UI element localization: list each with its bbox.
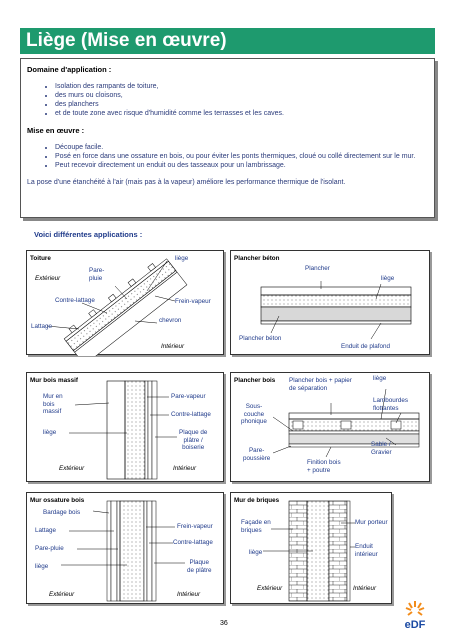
plancher-beton-title: Plancher béton [234, 255, 280, 262]
liege-label: liège [249, 549, 263, 556]
plancher-bois-panel [230, 372, 430, 482]
plancher-bois-title: Plancher bois [234, 377, 276, 384]
toiture-title: Toiture [30, 255, 51, 262]
liege-label: liège [175, 255, 189, 262]
toiture-panel [26, 250, 224, 355]
enduit-label: Enduit de plafond [341, 343, 391, 350]
briques-panel [230, 492, 392, 604]
list-item: • Isolation des rampants de toiture, [55, 82, 428, 91]
list-item: • Découpe facile. [55, 143, 428, 152]
plancher-label: Plancher [305, 265, 330, 272]
mur-bois-label: Mur en bois massif [43, 393, 63, 415]
liege-label: liège [381, 275, 395, 282]
plancher-beton-bottom-label: Plancher béton [239, 335, 282, 342]
enduit-label: Enduit intérieur [355, 543, 378, 558]
domain-list [27, 82, 428, 118]
frein-vapeur-label: Frein-vapeur [175, 298, 211, 305]
sous-couche-label: Sous- couche phonique [241, 403, 267, 425]
liege-label: liège [373, 375, 387, 382]
pare-pluie-label: Pare- pluie [89, 267, 105, 282]
briques-title: Mur de briques [234, 497, 280, 504]
ossature-title: Mur ossature bois [30, 497, 85, 504]
contre-lattage-label: Contre-lattage [173, 539, 213, 546]
liege-label: liège [35, 563, 49, 570]
exterieur-label: Extérieur [59, 465, 85, 472]
contre-lattage-label: Contre-lattage [171, 411, 211, 418]
bardage-label: Bardage bois [43, 509, 81, 516]
exterieur-label: Extérieur [35, 275, 61, 282]
list-item: • Posé en force dans une ossature en bois, ou pour éviter les ponts thermiques, cloué ou collé directement sur le mur. [55, 152, 428, 161]
pare-pluie-label: Pare-pluie [35, 545, 64, 552]
page-title: Liège (Mise en œuvre) [20, 28, 435, 54]
finition-label: Finition bois + poutre [307, 459, 341, 474]
frein-vapeur-label: Frein-vapeur [177, 523, 213, 530]
interieur-label: Intérieur [161, 343, 185, 350]
interieur-label: Intérieur [177, 591, 201, 598]
pare-poussiere-label: Pare- poussière [243, 447, 271, 462]
list-item: • Peut recevoir directement un enduit ou des tasseaux pour un lambrissage. [55, 161, 428, 170]
exterieur-label: Extérieur [257, 585, 283, 592]
interieur-label: Intérieur [353, 585, 377, 592]
edf-logo-text: eDF [404, 619, 426, 630]
papier-label: Plancher bois + papier de séparation [289, 377, 352, 392]
interieur-label: Intérieur [173, 465, 197, 472]
sable-label: Sable / Gravier [371, 441, 392, 456]
mur-bois-panel [26, 372, 224, 482]
chevron-label: chevron [159, 317, 182, 324]
plancher-beton-panel [230, 250, 430, 355]
note-text: La pose d'une étanchéité à l'air (mais pas à la vapeur) améliore les performance thermique de l'isolant. [27, 179, 346, 186]
pare-vapeur-label: Pare-vapeur [171, 393, 206, 400]
plaque-label: Plaque de plâtre / boiserie [179, 429, 208, 451]
list-item: • des murs ou cloisons, [55, 91, 428, 100]
work-heading: Mise en œuvre : [27, 126, 85, 135]
lattage-label: Lattage [35, 527, 57, 534]
exterieur-label: Extérieur [49, 591, 75, 598]
ossature-panel [26, 492, 224, 604]
lambourdes-label: Lambourdes flottantes [373, 397, 409, 412]
info-box [20, 58, 435, 218]
liege-label: liège [43, 429, 57, 436]
page-number: 36 [220, 620, 228, 627]
list-item: • des planchers [55, 100, 428, 109]
lattage-label: Lattage [31, 323, 53, 330]
list-item: • et de toute zone avec risque d'humidité comme les terrasses et les caves. [55, 109, 428, 118]
plaque-label: Plaque de plâtre [187, 559, 212, 574]
edf-logo [398, 600, 432, 630]
domain-heading: Domaine d'application : [27, 65, 112, 74]
work-list [27, 143, 428, 170]
applications-label: Voici différentes applications : [34, 230, 143, 239]
mur-porteur-label: Mur porteur [355, 519, 388, 526]
contre-lattage-label: Contre-lattage [55, 297, 95, 304]
facade-label: Façade en briques [241, 519, 271, 534]
mur-bois-title: Mur bois massif [30, 377, 78, 384]
